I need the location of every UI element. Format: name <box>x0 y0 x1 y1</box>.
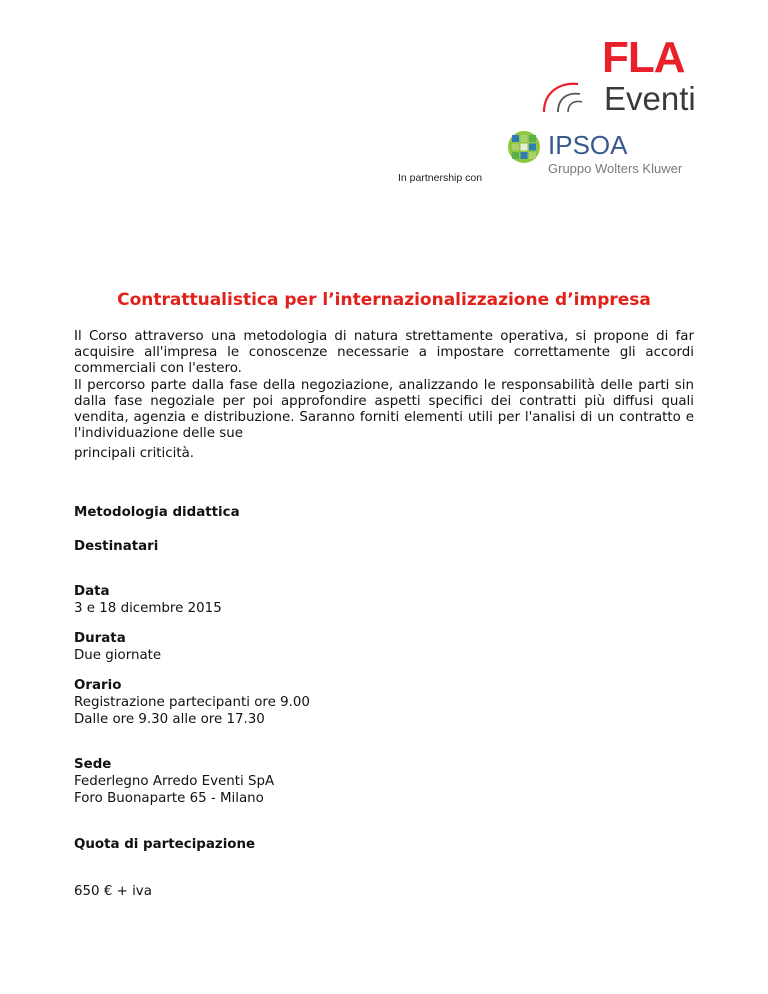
section-value: 3 e 18 dicembre 2015 <box>74 601 222 616</box>
section-value: 650 € + iva <box>74 884 152 899</box>
section-value: Registrazione partecipanti ore 9.00 <box>74 695 310 710</box>
section-heading: Data <box>74 584 110 599</box>
section-value: Due giornate <box>74 648 162 663</box>
section-orario <box>74 677 310 728</box>
fla-arcs-icon <box>538 78 604 114</box>
description-paragraph-2: Il percorso parte dalla fase della negoziazione, analizzando le responsabilità delle parti sin dalla fase negoziale per poi approfondire aspetti specifici dei contratti più diffusi quali vendita, agenzia e distribuzione. Saranno forniti elementi utili per l'analisi di un contratto e l'individuazione delle sue <box>74 377 694 442</box>
section-value: Foro Buonaparte 65 - Milano <box>74 791 264 806</box>
section-value: Federlegno Arredo Eventi SpA <box>74 774 275 789</box>
ipsoa-logo-text: IPSOA <box>548 130 628 160</box>
section-sede <box>74 756 274 807</box>
section-data <box>74 583 222 617</box>
section-value: Dalle ore 9.30 alle ore 17.30 <box>74 712 265 727</box>
description-paragraph-3: principali criticità. <box>74 446 195 462</box>
course-title: Contrattualistica per l’internazionalizzazione d’impresa <box>117 290 651 310</box>
section-heading: Orario <box>74 678 122 693</box>
section-durata <box>74 630 161 664</box>
section-metodologia <box>74 504 240 521</box>
section-quota <box>74 836 255 853</box>
section-heading: Durata <box>74 631 126 646</box>
partnership-label: In partnership con <box>398 172 483 184</box>
description-paragraph-1: Il Corso attraverso una metodologia di natura strettamente operativa, si propone di far acquisire all'impresa le conoscenze necessarie a impostare correttamente gli accordi commerciali con l'estero. <box>74 329 694 377</box>
section-heading: Quota di partecipazione <box>74 837 256 852</box>
eventi-logo-text: Eventi <box>604 80 696 117</box>
section-heading: Metodologia didattica <box>74 505 240 520</box>
wolters-kluwer-text: Gruppo Wolters Kluwer <box>548 161 683 176</box>
fla-logo-text: FLA <box>602 33 685 82</box>
ipsoa-globe-icon <box>507 130 541 164</box>
section-destinatari <box>74 538 158 555</box>
section-quota-value <box>74 883 152 900</box>
section-heading: Destinatari <box>74 539 159 554</box>
section-heading: Sede <box>74 757 112 772</box>
course-description <box>74 329 694 463</box>
